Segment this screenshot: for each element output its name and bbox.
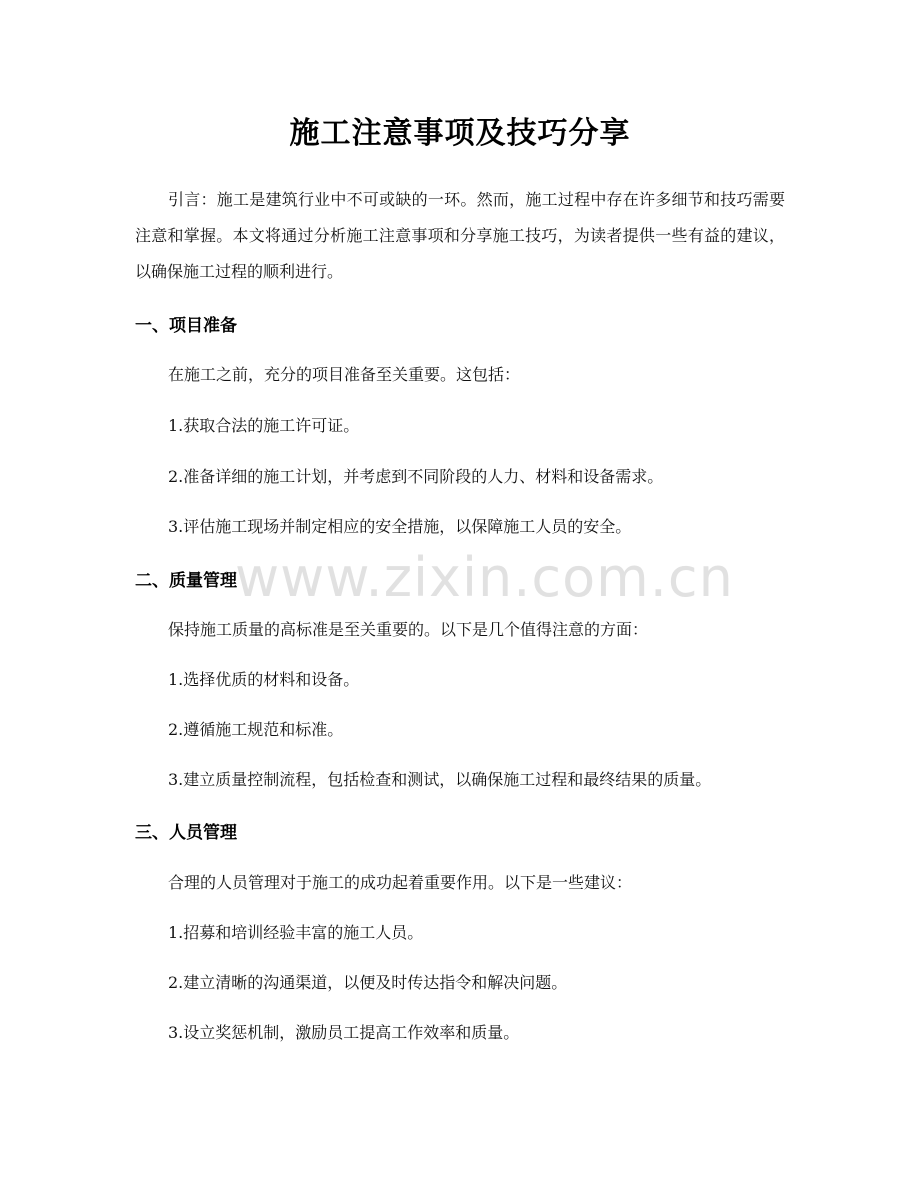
section-heading-project-preparation: 一、项目准备 <box>135 316 237 336</box>
section-heading-quality-management: 二、质量管理 <box>135 571 237 591</box>
list-item: 3.评估施工现场并制定相应的安全措施，以保障施工人员的安全。 <box>168 517 632 536</box>
list-item: 2.遵循施工规范和标准。 <box>168 720 344 739</box>
watermark: www.zixin.com.cn <box>235 546 734 609</box>
list-item: 2.准备详细的施工计划，并考虑到不同阶段的人力、材料和设备需求。 <box>168 467 664 486</box>
section-lead: 在施工之前，充分的项目准备至关重要。这包括： <box>168 365 521 384</box>
list-item: 1.选择优质的材料和设备。 <box>168 670 360 689</box>
section-heading-personnel-management: 三、人员管理 <box>135 823 237 843</box>
list-item: 1.获取合法的施工许可证。 <box>168 416 360 435</box>
list-item: 1.招募和培训经验丰富的施工人员。 <box>168 923 424 942</box>
list-item: 3.设立奖惩机制，激励员工提高工作效率和质量。 <box>168 1023 520 1042</box>
section-lead: 合理的人员管理对于施工的成功起着重要作用。以下是一些建议： <box>168 873 633 892</box>
intro-paragraph: 引言：施工是建筑行业中不可或缺的一环。然而，施工过程中存在许多细节和技巧需要注意和掌握。本文将通过分析施工注意事项和分享施工技巧，为读者提供一些有益的建议，以确保施工过程的顺利进行。 <box>135 190 785 281</box>
list-item: 2.建立清晰的沟通渠道，以便及时传达指令和解决问题。 <box>168 973 568 992</box>
document-title: 施工注意事项及技巧分享 <box>289 116 631 151</box>
section-lead: 保持施工质量的高标准是至关重要的。以下是几个值得注意的方面： <box>168 620 649 639</box>
list-item: 3.建立质量控制流程，包括检查和测试，以确保施工过程和最终结果的质量。 <box>168 770 712 789</box>
